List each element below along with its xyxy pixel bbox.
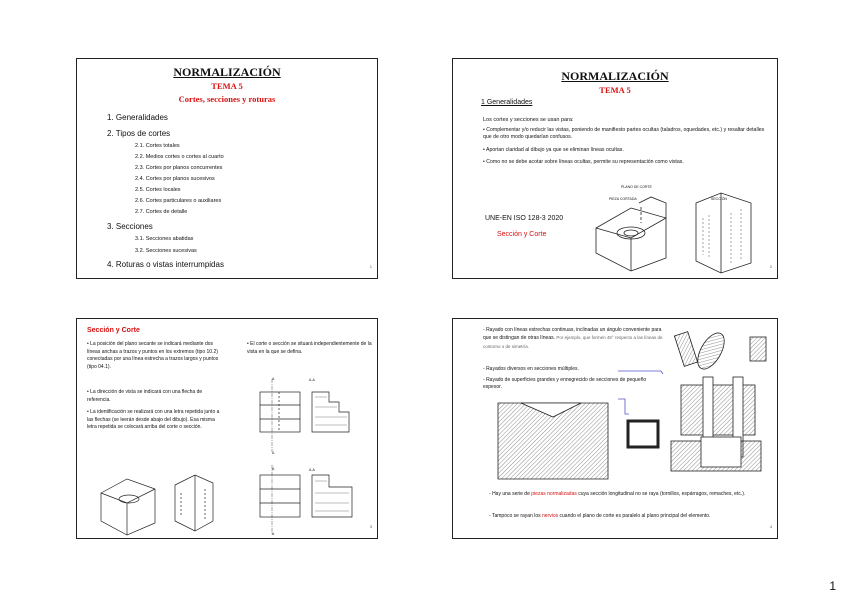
toc-subitem: 3.1. Secciones abatidas bbox=[135, 236, 194, 242]
section-letter: A-A bbox=[309, 468, 315, 472]
hatching-figures bbox=[453, 319, 778, 539]
bullet: • La identificación se realizará con una letra repetida junto a las flechas (se leerán desde abajo del dibujo). Esa misma letra repetida se colocará arriba del corte o sección. bbox=[87, 409, 220, 431]
slide-tema: TEMA 5 bbox=[599, 85, 631, 95]
figure-label: SECCIÓN bbox=[711, 197, 727, 201]
slide-2 bbox=[452, 58, 778, 279]
bullet-text: Complementar y/o reducir las vistas, poniendo de manifiesto partes ocultas (taladros, oquedades, etc.) y resaltar detalles que de otro modo quedarían confusos. bbox=[483, 127, 765, 141]
toc-subitem: 2.2. Medios cortes o cortes al cuarto bbox=[135, 154, 224, 160]
section-letter: A bbox=[272, 377, 275, 381]
bullet: • Como no se debe acotar sobre líneas ocultas, permite su representación como vistas. bbox=[483, 159, 684, 165]
bullet: • La posición del plano secante se indicará mediante dos líneas anchas a trazos y puntos en los extremos (tipo 10.2) conectadas por una línea estrecha a trazos largos y puntos (tipo 04.1). bbox=[87, 341, 219, 370]
bullet: • Aportan claridad al dibujo ya que se eliminan líneas ocultas. bbox=[483, 147, 624, 153]
slide-page-number: 2 bbox=[769, 264, 772, 269]
bullet-text: Hay una serie de bbox=[492, 491, 532, 497]
bullet-text: Rayado de superficies grandes y ennegrecido de secciones de pequeño espesor. bbox=[483, 377, 647, 391]
bullet-text: Tampoco se rayan los bbox=[491, 513, 542, 519]
toc-subitem: 2.7. Cortes de detalle bbox=[135, 209, 188, 215]
bullet-text: Rayados diversos en secciones múltiples. bbox=[486, 366, 579, 372]
bullet: • Complementar y/o reducir las vistas, poniendo de manifiesto partes ocultas (taladros, oquedades, etc.) y resaltar detalles que de otro modo quedarían confusos. bbox=[483, 127, 765, 141]
slide-page-number: 1 bbox=[369, 264, 372, 269]
section-heading: 1 Generalidades bbox=[481, 99, 533, 106]
slide-4 bbox=[452, 318, 778, 539]
bullet: - Hay una serie de piezas normalizadas cuya sección longitudinal no se raya (tornillos, espárragos, remaches, etc.). bbox=[489, 491, 746, 497]
toc-subitem: 2.1. Cortes totales bbox=[135, 143, 180, 149]
slide-page-number: 4 bbox=[769, 524, 772, 529]
bullet: - Rayados diversos en secciones múltiples. bbox=[483, 366, 579, 372]
bullet-note: Por ejemplo, que formen 45° respecto a las líneas de contorno o de simetría. bbox=[483, 335, 663, 349]
bullet-text: La identificación se realizará con una letra repetida junto a las flechas (se leerán desde abajo del dibujo). Esa misma letra repetida se colocará arriba del corte o sección. bbox=[87, 409, 220, 431]
toc-subitem: 2.4. Cortes por planos sucesivos bbox=[135, 176, 215, 182]
bullet-text: La dirección de vista se indicará con una flecha de referencia. bbox=[87, 389, 203, 403]
figure-label: PLANO DE CORTE bbox=[621, 185, 652, 189]
norm-subtitle: Sección y Corte bbox=[497, 231, 547, 238]
bullet-highlight: nervios bbox=[542, 513, 559, 519]
slide-title: NORMALIZACIÓN bbox=[561, 69, 669, 83]
figure-label: PIEZA CORTADA bbox=[609, 197, 637, 201]
bullet-text: El corte o sección se situará independientemente de la vista en la que se defina. bbox=[247, 341, 372, 355]
bullet: • La dirección de vista se indicará con una flecha de referencia. bbox=[87, 389, 203, 403]
toc-subitem: 2.3. Cortes por planos concurrentes bbox=[135, 165, 223, 171]
section-letter: A bbox=[272, 451, 275, 455]
norm-reference: UNE-EN ISO 128-3 2020 bbox=[485, 215, 564, 222]
toc-item: 4. Roturas o vistas interrumpidas bbox=[107, 260, 224, 269]
slide-page-number: 3 bbox=[369, 524, 372, 529]
bullet-text: cuando el plano de corte es paralelo al plano principal del elemento. bbox=[558, 513, 711, 519]
section-letter: A-A bbox=[309, 378, 315, 382]
section-letter: A bbox=[272, 532, 275, 536]
section-iso-figure bbox=[97, 469, 215, 537]
bullet: • El corte o sección se situará independientemente de la vista en la que se defina. bbox=[247, 341, 372, 355]
bullet-text: Como no se debe acotar sobre líneas ocultas, permite su representación como vistas. bbox=[486, 159, 684, 165]
slide-3 bbox=[76, 318, 378, 539]
bullet-text: Aportan claridad al dibujo ya que se eliminan líneas ocultas. bbox=[485, 147, 624, 153]
section-heading: Sección y Corte bbox=[87, 327, 140, 334]
intro-text: Los cortes y secciones se usan para: bbox=[483, 117, 574, 123]
toc-subitem: 2.6. Cortes particulares o auxiliares bbox=[135, 198, 222, 204]
toc-item: 3. Secciones bbox=[107, 222, 153, 231]
slide-title: NORMALIZACIÓN bbox=[173, 65, 281, 79]
bullet: - Tampoco se rayan los nervios cuando el plano de corte es paralelo al plano principal del elemento. bbox=[489, 513, 711, 519]
section-letter: A bbox=[272, 467, 275, 471]
slide-tema: TEMA 5 bbox=[211, 81, 243, 91]
bullet: - Rayado con líneas estrechas continuas, inclinadas un ángulo conveniente para que se distingan de otras líneas. Por ejemplo, que formen 45° respecto a las líneas de contorno o de simetría. bbox=[483, 327, 663, 349]
sheet-page-number: 1 bbox=[829, 579, 836, 593]
toc-item: 1. Generalidades bbox=[107, 113, 168, 122]
toc-item: 2. Tipos de cortes bbox=[107, 129, 171, 138]
bullet: - Rayado de superficies grandes y ennegrecido de secciones de pequeño espesor. bbox=[483, 377, 647, 391]
section-views-figure bbox=[257, 377, 372, 537]
bullet-text: La posición del plano secante se indicará mediante dos líneas anchas a trazos y puntos en los extremos (tipo 10.2) conectadas por una línea estrecha a trazos largos y puntos (tipo 04.1). bbox=[87, 341, 219, 370]
toc-subitem: 3.2. Secciones sucesivas bbox=[135, 248, 197, 254]
section-figure bbox=[591, 183, 766, 275]
slide-subtitle: Cortes, secciones y roturas bbox=[178, 94, 276, 104]
toc-subitem: 2.5. Cortes locales bbox=[135, 187, 181, 193]
bullet-highlight: piezas normalizadas bbox=[531, 491, 577, 497]
bullet-text: cuya sección longitudinal no se raya (tornillos, espárragos, remaches, etc.). bbox=[576, 491, 746, 497]
slide-1 bbox=[76, 58, 378, 279]
bullet-text: Rayado con líneas estrechas continuas, inclinadas un ángulo conveniente para que se distingan de otras líneas. bbox=[483, 327, 662, 342]
